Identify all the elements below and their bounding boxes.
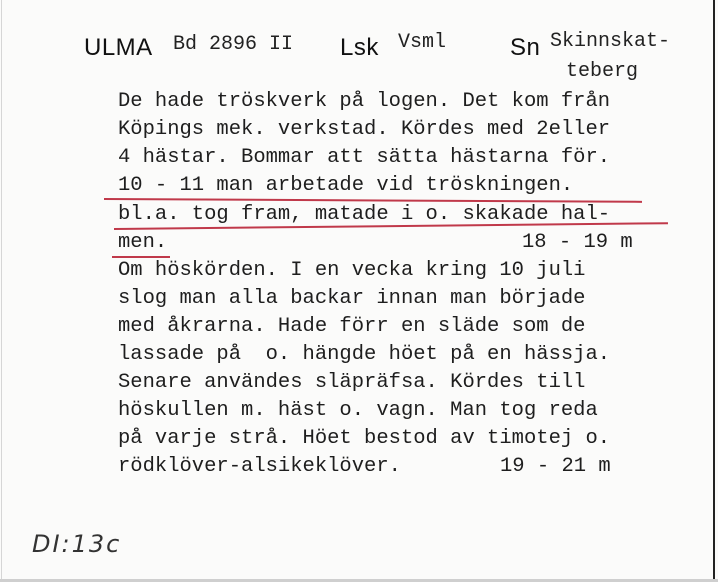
red-underline-3 — [112, 256, 170, 258]
text-line-14: rödklöver-alsikeklöver. — [118, 455, 401, 478]
volume-number: Bd 2896 II — [173, 33, 294, 56]
text-line-12: höskullen m. häst o. vagn. Man tog reda — [118, 399, 598, 422]
card-left-edge — [1, 0, 2, 582]
text-line-13: på varje strå. Höet bestod av timotej o. — [118, 427, 611, 450]
text-line-4: 10 - 11 man arbetade vid tröskningen. — [118, 174, 574, 197]
text-line-1: De hade tröskverk på logen. Det kom från — [118, 90, 611, 113]
archive-name: ULMA — [84, 34, 153, 61]
page-ref-first: 18 - 19 m — [522, 231, 633, 254]
catalog-mark: DI:13c — [32, 530, 122, 558]
sn-label: Sn — [510, 34, 541, 61]
text-line-5: bl.a. tog fram, matade i o. skakade hal- — [118, 203, 611, 226]
text-line-6: men. — [118, 231, 168, 254]
text-line-7: Om höskörden. I en vecka kring 10 juli — [118, 259, 586, 282]
text-line-9: med åkrarna. Hade förr en släde som de — [118, 315, 586, 338]
card-right-edge — [713, 0, 715, 582]
sn-value-line1: Skinnskat- — [550, 30, 671, 53]
text-line-10: lassade på o. hängde höet på en hässja. — [118, 343, 611, 366]
sn-value-line2: teberg — [566, 60, 639, 83]
text-line-2: Köpings mek. verkstad. Kördes med 2eller — [118, 118, 611, 141]
text-line-3: 4 hästar. Bommar att sätta hästarna för. — [118, 146, 611, 169]
lsk-label: Lsk — [340, 34, 379, 61]
text-line-8: slog man alla backar innan man började — [118, 287, 586, 310]
lsk-value: Vsml — [398, 31, 447, 54]
text-line-11: Senare användes släpräfsa. Kördes till — [118, 371, 586, 394]
page-ref-second: 19 - 21 m — [500, 455, 611, 478]
